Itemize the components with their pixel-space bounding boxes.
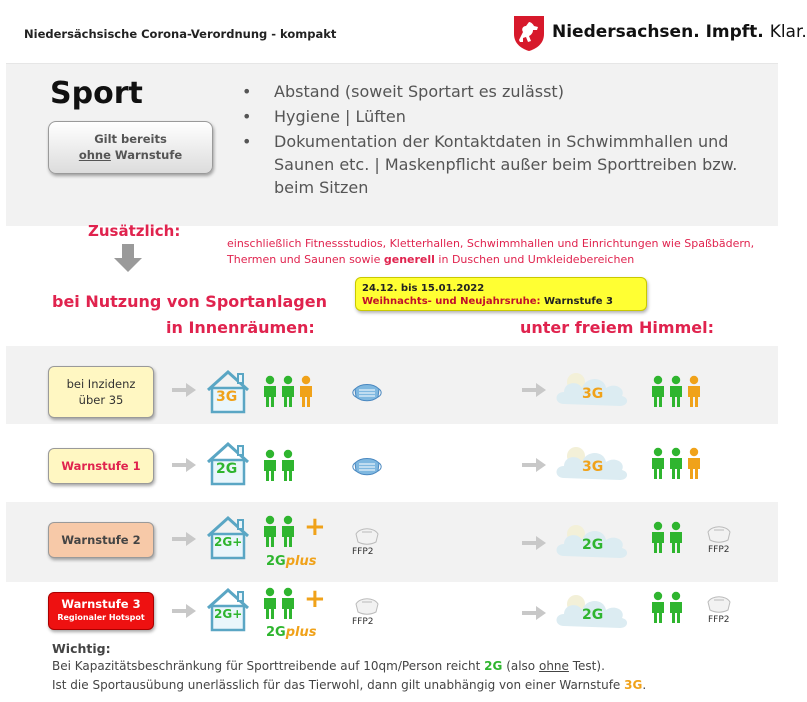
additional-label: Zusätzlich: — [88, 222, 181, 240]
holiday-notice — [355, 277, 647, 311]
header-title: Niedersächsische Corona-Verordnung - kompakt — [24, 27, 337, 41]
level-sublabel: Regionaler Hotspot — [57, 613, 145, 622]
ffp2-mask-icon — [704, 522, 734, 544]
note-animal-welfare — [52, 678, 646, 692]
holiday-rule — [362, 295, 640, 308]
level-label: bei Inzidenz — [66, 377, 136, 391]
down-arrow-icon — [114, 244, 142, 272]
gilt-bereits-badge — [48, 121, 213, 174]
ffp2-mask-icon — [704, 592, 734, 614]
indoor-rule-label: 3G — [216, 389, 238, 405]
facility-note — [227, 236, 777, 268]
sport-title: Sport — [50, 76, 143, 111]
medical-mask-icon — [352, 381, 382, 403]
indoor-rule-label: 2G — [216, 461, 238, 477]
arrow-right-icon — [522, 536, 546, 550]
three-people-icon — [650, 374, 704, 408]
note-capacity — [52, 659, 605, 673]
three-people-icon — [650, 446, 704, 480]
arrow-right-icon — [172, 604, 196, 618]
gilt-ohne: ohne — [78, 148, 111, 162]
note2-3g: 3G — [624, 678, 643, 692]
rule-item: • Dokumentation der Kontaktdaten in Schwimmhallen und Saunen etc. | Maskenpflicht außer beim Sporttreiben bzw. beim Sitzen — [242, 130, 762, 199]
2gplus-a: 2G — [266, 625, 286, 640]
outdoor-rule-label: 2G — [582, 537, 604, 553]
plus-sign: + — [304, 584, 326, 614]
note1-a: Bei Kapazitätsbeschränkung für Sporttreibende auf 10qm/Person reicht — [52, 659, 481, 673]
level-inzidenz-badge — [48, 366, 154, 418]
facility-note-bold: generell — [383, 253, 435, 266]
two-people-icon — [650, 590, 704, 624]
sport-rules-list — [242, 80, 762, 201]
outdoor-rule-label: 3G — [582, 386, 604, 402]
ffp2-label: FFP2 — [352, 547, 374, 557]
level-warnstufe3-badge — [48, 592, 154, 630]
level-warnstufe2-badge — [48, 522, 154, 558]
arrow-right-icon — [172, 458, 196, 472]
note1-ohne: ohne — [538, 659, 569, 673]
ffp2-label: FFP2 — [708, 615, 730, 625]
gilt-line1: Gilt bereits — [94, 132, 167, 146]
plus-sign: + — [304, 512, 326, 542]
three-people-icon — [262, 374, 316, 408]
arrow-right-icon — [522, 383, 546, 397]
indoor-heading-line1: bei Nutzung von Sportanlagen — [52, 292, 327, 311]
2gplus-a: 2G — [266, 554, 286, 569]
note1-2g: 2G — [484, 659, 503, 673]
gilt-line2 — [49, 147, 212, 163]
2gplus-b: plus — [285, 554, 317, 569]
gilt-rest: Warnstufe — [114, 148, 183, 162]
note2-c: . — [642, 678, 647, 692]
facility-note-a: einschließlich Fitnessstudios, Kletterhallen, Schwimmhallen und Einrichtungen wie Spaßbädern, Thermen und Saunen sowie — [227, 237, 755, 266]
brand-light: Klar. — [769, 22, 807, 42]
level-warnstufe1-badge — [48, 448, 154, 484]
indoor-heading-line2: in Innenräumen: — [166, 318, 315, 337]
holiday-label: Weihnachts- und Neujahrsruhe: — [362, 296, 541, 307]
ffp2-mask-icon — [352, 524, 382, 546]
arrow-right-icon — [522, 458, 546, 472]
2gplus-label — [266, 625, 316, 640]
note1-e: Test). — [572, 659, 605, 673]
ffp2-label: FFP2 — [708, 545, 730, 555]
outdoor-heading: unter freiem Himmel: — [520, 318, 714, 337]
two-people-icon — [650, 520, 704, 554]
arrow-right-icon — [522, 606, 546, 620]
holiday-value: Warnstufe 3 — [544, 296, 613, 307]
indoor-rule-label: 2G+ — [214, 607, 243, 621]
facility-note-b: in Duschen und Umkleidebereichen — [438, 253, 635, 266]
arrow-right-icon — [172, 383, 196, 397]
outdoor-rule-label: 3G — [582, 459, 604, 475]
important-title: Wichtig: — [52, 641, 111, 656]
medical-mask-icon — [352, 455, 382, 477]
brand-bold: Niedersachsen. Impft. — [552, 22, 764, 42]
holiday-dates: 24.12. bis 15.01.2022 — [362, 283, 485, 294]
arrow-right-icon — [172, 532, 196, 546]
level-label: Warnstufe 3 — [61, 597, 141, 611]
2gplus-label — [266, 554, 316, 569]
lower-saxony-horse-shield-icon — [512, 14, 546, 52]
rule-item: • Abstand (soweit Sportart es zulässt) — [242, 80, 762, 103]
rule-item: • Hygiene | Lüften — [242, 105, 762, 128]
2gplus-b: plus — [285, 625, 317, 640]
two-people-icon — [262, 448, 316, 482]
note2-a: Ist die Sportausübung unerlässlich für das Tierwohl, dann gilt unabhängig von einer Warnstufe — [52, 678, 621, 692]
level-label: Warnstufe 2 — [61, 533, 141, 547]
ffp2-label: FFP2 — [352, 617, 374, 627]
ffp2-mask-icon — [352, 594, 382, 616]
outdoor-rule-label: 2G — [582, 607, 604, 623]
indoor-rule-label: 2G+ — [214, 535, 243, 549]
brand-slogan — [552, 22, 807, 42]
level-label: Warnstufe 1 — [61, 459, 141, 473]
note1-c: (also — [506, 659, 536, 673]
level-sublabel: über 35 — [78, 393, 124, 407]
